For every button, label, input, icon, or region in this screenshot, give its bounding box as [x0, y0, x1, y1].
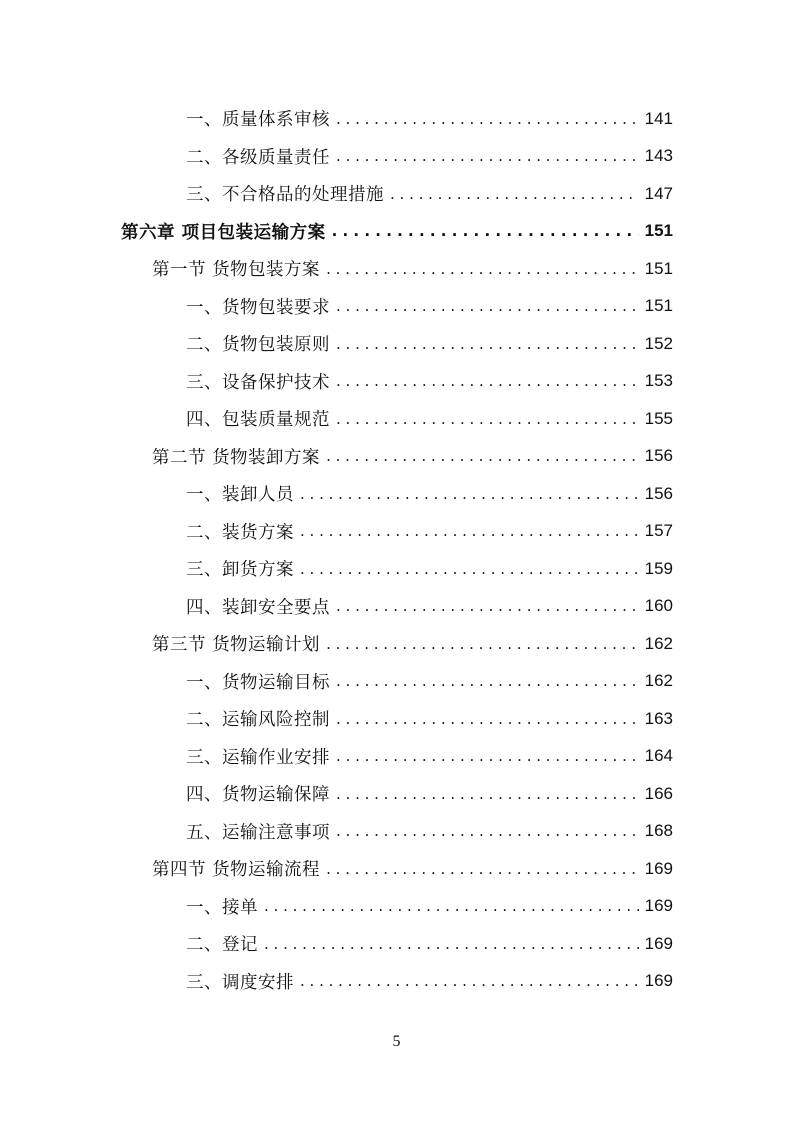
toc-entry-label: 五、运输注意事项 — [186, 822, 330, 843]
toc-entry-item[interactable] — [0, 813, 793, 851]
toc-leader-dots — [336, 672, 639, 690]
toc-entry-label: 四、装卸安全要点 — [186, 597, 330, 618]
toc-entry-page: 155 — [644, 408, 673, 428]
toc-leader-dots — [264, 935, 639, 953]
toc-leader-dots — [336, 410, 639, 428]
toc-leader-dots — [336, 597, 639, 615]
toc-entry-item[interactable] — [0, 513, 793, 551]
toc-entry-item[interactable] — [0, 288, 793, 326]
toc-entry-page: 164 — [644, 746, 673, 766]
toc-leader-dots — [300, 972, 639, 990]
toc-entry-page: 169 — [644, 971, 673, 991]
toc-entry-page: 156 — [644, 446, 673, 466]
toc-leader-dots — [326, 635, 639, 653]
toc-entry-page: 151 — [644, 296, 673, 316]
toc-entry-section[interactable] — [0, 250, 793, 288]
toc-leader-dots — [336, 335, 639, 353]
toc-entry-page: 169 — [644, 933, 673, 953]
toc-entry-item[interactable] — [0, 775, 793, 813]
toc-entry-label: 一、接单 — [186, 897, 258, 918]
toc-entry-label: 二、登记 — [186, 935, 258, 956]
toc-entry-label: 二、各级质量责任 — [186, 147, 330, 168]
toc-entry-label: 三、卸货方案 — [186, 560, 294, 581]
toc-entry-label: 二、货物包装原则 — [186, 335, 330, 356]
toc-entry-label: 二、运输风险控制 — [186, 710, 330, 731]
toc-entry-page: 152 — [644, 333, 673, 353]
toc-entry-item[interactable] — [0, 138, 793, 176]
toc-entry-label: 一、质量体系审核 — [186, 110, 330, 131]
toc-entry-item[interactable] — [0, 363, 793, 401]
toc-entry-page: 153 — [644, 371, 673, 391]
toc-leader-dots — [336, 747, 639, 765]
toc-entry-label: 三、运输作业安排 — [186, 747, 330, 768]
page-number: 5 — [392, 1033, 401, 1050]
table-of-contents — [0, 100, 793, 1000]
toc-entry-item[interactable] — [0, 100, 793, 138]
toc-entry-section[interactable] — [0, 438, 793, 476]
toc-leader-dots — [300, 522, 639, 540]
toc-leader-dots — [336, 372, 639, 390]
toc-entry-item[interactable] — [0, 925, 793, 963]
toc-entry-page: 141 — [644, 108, 673, 128]
toc-entry-label: 一、货物包装要求 — [186, 297, 330, 318]
toc-entry-section[interactable] — [0, 625, 793, 663]
toc-entry-label: 一、装卸人员 — [186, 485, 294, 506]
toc-entry-page: 169 — [644, 896, 673, 916]
toc-entry-label: 三、调度安排 — [186, 972, 294, 993]
toc-leader-dots — [336, 297, 639, 315]
toc-entry-label: 第一节 货物包装方案 — [152, 260, 321, 281]
toc-entry-item[interactable] — [0, 588, 793, 626]
toc-entry-page: 162 — [644, 671, 673, 691]
toc-leader-dots — [326, 860, 639, 878]
toc-entry-page: 159 — [644, 558, 673, 578]
toc-entry-page: 156 — [644, 483, 673, 503]
toc-entry-item[interactable] — [0, 550, 793, 588]
toc-entry-label: 二、装货方案 — [186, 522, 294, 543]
toc-entry-item[interactable] — [0, 963, 793, 1001]
toc-entry-page: 162 — [644, 633, 673, 653]
toc-leader-dots — [336, 110, 639, 128]
toc-entry-page: 143 — [644, 146, 673, 166]
toc-leader-dots — [390, 185, 639, 203]
toc-leader-dots — [336, 147, 639, 165]
toc-leader-dots — [336, 710, 639, 728]
toc-entry-label: 三、不合格品的处理措施 — [186, 185, 384, 206]
toc-entry-page: 147 — [644, 183, 673, 203]
toc-leader-dots — [326, 447, 639, 465]
toc-entry-section[interactable] — [0, 850, 793, 888]
toc-entry-label: 四、包装质量规范 — [186, 410, 330, 431]
toc-leader-dots — [300, 560, 639, 578]
toc-entry-item[interactable] — [0, 738, 793, 776]
toc-entry-item[interactable] — [0, 175, 793, 213]
toc-leader-dots — [264, 897, 639, 915]
toc-entry-item[interactable] — [0, 325, 793, 363]
toc-entry-page: 151 — [644, 221, 673, 241]
toc-entry-item[interactable] — [0, 475, 793, 513]
toc-entry-label: 一、货物运输目标 — [186, 672, 330, 693]
toc-entry-page: 166 — [644, 783, 673, 803]
toc-entry-item[interactable] — [0, 888, 793, 926]
toc-entry-page: 160 — [644, 596, 673, 616]
toc-entry-label: 第四节 货物运输流程 — [152, 860, 321, 881]
toc-entry-page: 163 — [644, 708, 673, 728]
toc-leader-dots — [336, 785, 639, 803]
toc-entry-chapter[interactable] — [0, 213, 793, 251]
toc-entry-label: 三、设备保护技术 — [186, 372, 330, 393]
toc-leader-dots — [332, 222, 639, 240]
toc-entry-label: 第二节 货物装卸方案 — [152, 447, 321, 468]
toc-entry-item[interactable] — [0, 663, 793, 701]
toc-entry-item[interactable] — [0, 700, 793, 738]
toc-entry-page: 168 — [644, 821, 673, 841]
toc-entry-label: 四、货物运输保障 — [186, 785, 330, 806]
toc-leader-dots — [336, 822, 639, 840]
toc-entry-item[interactable] — [0, 400, 793, 438]
toc-entry-page: 169 — [644, 858, 673, 878]
toc-entry-label: 第三节 货物运输计划 — [152, 635, 321, 656]
toc-leader-dots — [326, 260, 639, 278]
toc-entry-page: 157 — [644, 521, 673, 541]
toc-entry-label: 第六章 项目包装运输方案 — [121, 222, 326, 243]
toc-leader-dots — [300, 485, 639, 503]
toc-entry-page: 151 — [644, 258, 673, 278]
